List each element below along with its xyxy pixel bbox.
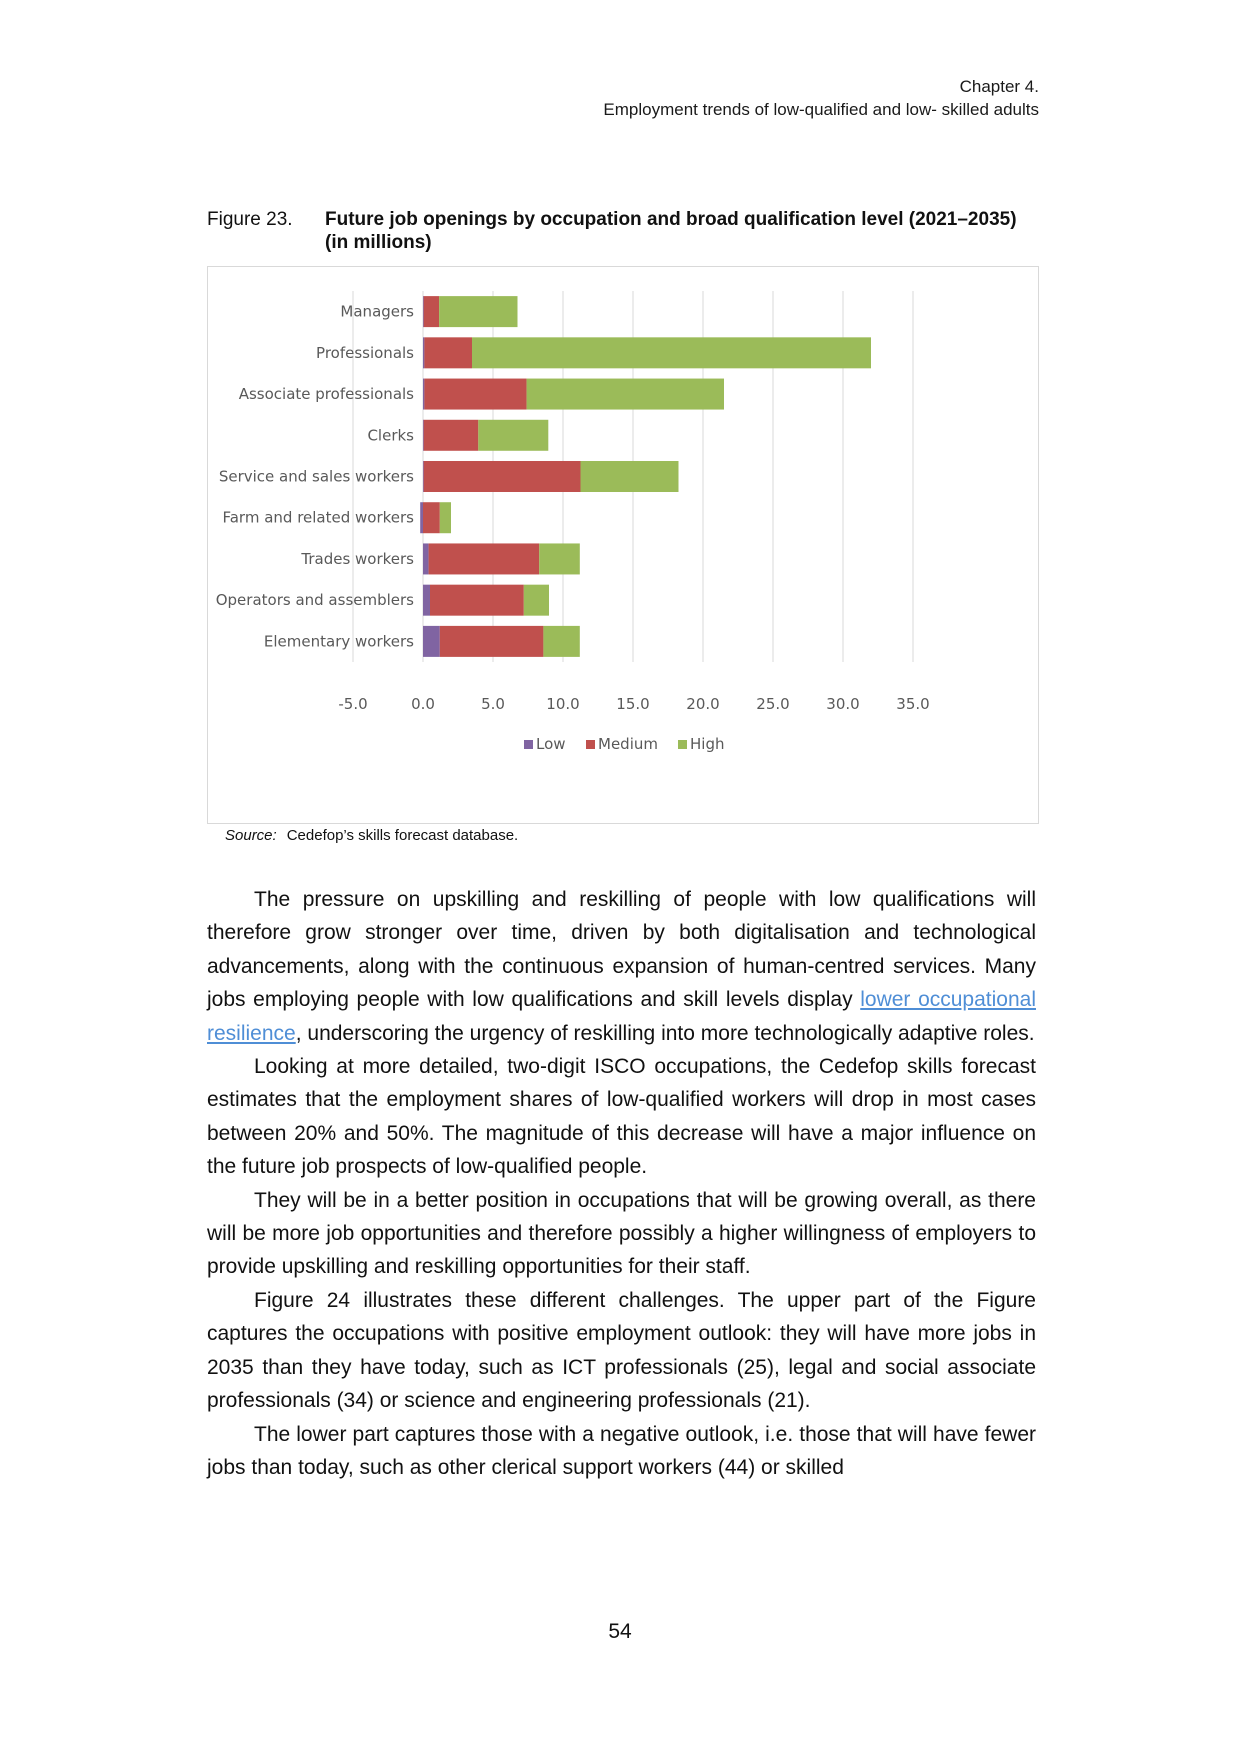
bar-segment-low bbox=[423, 296, 424, 327]
bar-segment-low bbox=[423, 585, 430, 616]
chapter-title: Employment trends of low-qualified and low- skilled adults bbox=[603, 100, 1039, 119]
legend-swatch-medium bbox=[586, 740, 595, 749]
paragraph: They will be in a better position in occupations that will be growing overall, as there will be more job opportunities and therefore possibly a higher willingness of employers to provide upskilling and reskilling opportunities for their staff. bbox=[207, 1188, 1036, 1279]
bar-segment-medium bbox=[440, 626, 544, 657]
source-label: Source: bbox=[225, 827, 277, 844]
legend-label: Medium bbox=[598, 735, 658, 753]
figure-number: Figure 23. bbox=[207, 209, 293, 230]
x-tick-label: 0.0 bbox=[411, 695, 435, 713]
bar-segment-high bbox=[440, 502, 451, 533]
paragraph: The lower part captures those with a negative outlook, i.e. those that will have fewer jobs than today, such as other clerical support workers (44) or skilled bbox=[207, 1422, 1036, 1479]
bar-segment-medium bbox=[424, 379, 526, 410]
legend-label: High bbox=[690, 735, 725, 753]
running-header bbox=[603, 75, 1039, 121]
x-tick-label: 30.0 bbox=[826, 695, 860, 713]
bar-segment-low bbox=[423, 543, 429, 574]
bar-segment-low bbox=[423, 420, 424, 451]
bar-segment-high bbox=[543, 626, 579, 657]
bar-segment-medium bbox=[424, 461, 581, 492]
source-note bbox=[225, 826, 518, 846]
bar-segment-high bbox=[524, 585, 549, 616]
x-tick-label: 35.0 bbox=[896, 695, 930, 713]
legend-swatch-high bbox=[678, 740, 687, 749]
category-label: Operators and assemblers bbox=[215, 591, 414, 610]
bar-segment-low bbox=[423, 337, 424, 368]
x-tick-label: -5.0 bbox=[338, 695, 368, 713]
category-label: Elementary workers bbox=[263, 632, 414, 651]
bar-segment-low bbox=[423, 626, 440, 657]
category-label: Professionals bbox=[316, 343, 414, 362]
bar-segment-high bbox=[472, 337, 871, 368]
bar-segment-high bbox=[478, 420, 548, 451]
paragraph: The pressure on upskilling and reskilling of people with low qualifications will therefore grow stronger over time, driven by both digitalisation and technological advancements, along with the continuous expansion of human-centred services. Many jobs employing people with low qualifications and skill levels display lower occupational resilience, underscoring the urgency of reskilling into more technologically adaptive roles. bbox=[207, 888, 1036, 1045]
category-label: Associate professionals bbox=[238, 385, 414, 404]
page-number: 54 bbox=[608, 1620, 632, 1643]
x-tick-label: 5.0 bbox=[481, 695, 505, 713]
paragraph: Figure 24 illustrates these different challenges. The upper part of the Figure captures the occupations with positive employment outlook: they will have more jobs in 2035 than they have today, such as ICT professionals (25), legal and social associate professionals (34) or science and engineering professionals (21). bbox=[207, 1288, 1036, 1413]
bar-segment-high bbox=[539, 543, 580, 574]
chart-frame bbox=[207, 266, 1039, 824]
category-label: Trades workers bbox=[301, 549, 414, 568]
chapter-number: Chapter 4. bbox=[959, 77, 1039, 96]
stacked-bar-chart bbox=[208, 267, 1038, 823]
occupational-resilience-link[interactable]: lower occupational resilience bbox=[207, 988, 1036, 1045]
category-label: Service and sales workers bbox=[218, 467, 414, 486]
x-tick-label: 25.0 bbox=[756, 695, 790, 713]
figure-title: Future job openings by occupation and broad qualification level (2021–2035) (in millions) bbox=[325, 209, 1017, 253]
category-label: Farm and related workers bbox=[222, 508, 414, 527]
bar-segment-low bbox=[423, 461, 424, 492]
legend-label: Low bbox=[536, 735, 566, 753]
bar-segment-high bbox=[439, 296, 517, 327]
category-label: Clerks bbox=[367, 426, 414, 445]
source-text: Cedefop’s skills forecast database. bbox=[286, 827, 519, 844]
category-label: Managers bbox=[340, 302, 414, 321]
paragraph: Looking at more detailed, two-digit ISCO occupations, the Cedefop skills forecast estimates that the employment shares of low-qualified workers will drop in most cases between 20% and 50%. The magnitude of this decrease will have a major influence on the future job prospects of low-qualified people. bbox=[207, 1055, 1036, 1179]
x-tick-label: 10.0 bbox=[546, 695, 580, 713]
bar-segment-low bbox=[423, 379, 424, 410]
body-text bbox=[207, 883, 1036, 1484]
bar-segment-medium bbox=[430, 585, 524, 616]
bar-segment-low bbox=[420, 502, 423, 533]
bar-segment-high bbox=[527, 379, 724, 410]
bar-segment-high bbox=[581, 461, 679, 492]
bar-segment-medium bbox=[424, 337, 472, 368]
bar-segment-medium bbox=[423, 502, 440, 533]
bar-segment-medium bbox=[429, 543, 540, 574]
x-tick-label: 15.0 bbox=[616, 695, 650, 713]
bar-segment-medium bbox=[424, 420, 479, 451]
x-tick-label: 20.0 bbox=[686, 695, 720, 713]
legend-swatch-low bbox=[524, 740, 533, 749]
bar-segment-medium bbox=[424, 296, 439, 327]
